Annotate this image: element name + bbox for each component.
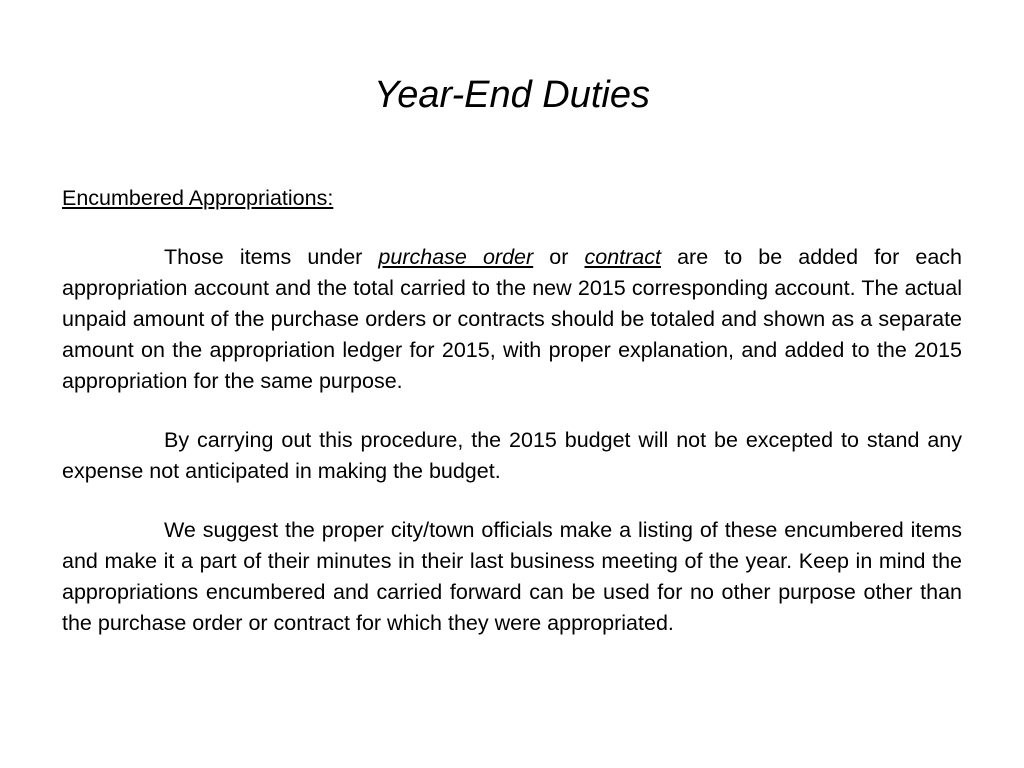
- emphasis-purchase-order: purchase order: [378, 245, 534, 269]
- section-heading: Encumbered Appropriations:: [62, 186, 334, 210]
- paragraph-text: or: [533, 245, 585, 269]
- paragraph-encumbered-items: [62, 242, 962, 397]
- paragraph-budget-procedure: By carrying out this procedure, the 2015 budget will not be excepted to stand any expense not anticipated in making the budget.: [62, 428, 962, 483]
- emphasis-contract: contract: [584, 245, 661, 269]
- slide-title: Year-End Duties: [373, 74, 651, 116]
- paragraph-text: Those items under: [164, 245, 379, 269]
- paragraph-officials-listing: We suggest the proper city/town officials make a listing of these encumbered items and make it a part of their minutes in their last business meeting of the year. Keep in mind the appropriations encumbered and carried forward can be used for no other purpose other than the purchase order or contract for which they were appropriated.: [62, 518, 962, 635]
- paragraph-text: are to be added for each appropriation account and the total carried to the new 2015 corresponding account. The actual unpaid amount of the purchase orders or contracts should be totaled and shown as a separate amount on the appropriation ledger for 2015, with proper explanation, and added to the 2015 appropriation for the same purpose.: [62, 245, 963, 393]
- slide-body: [62, 183, 962, 639]
